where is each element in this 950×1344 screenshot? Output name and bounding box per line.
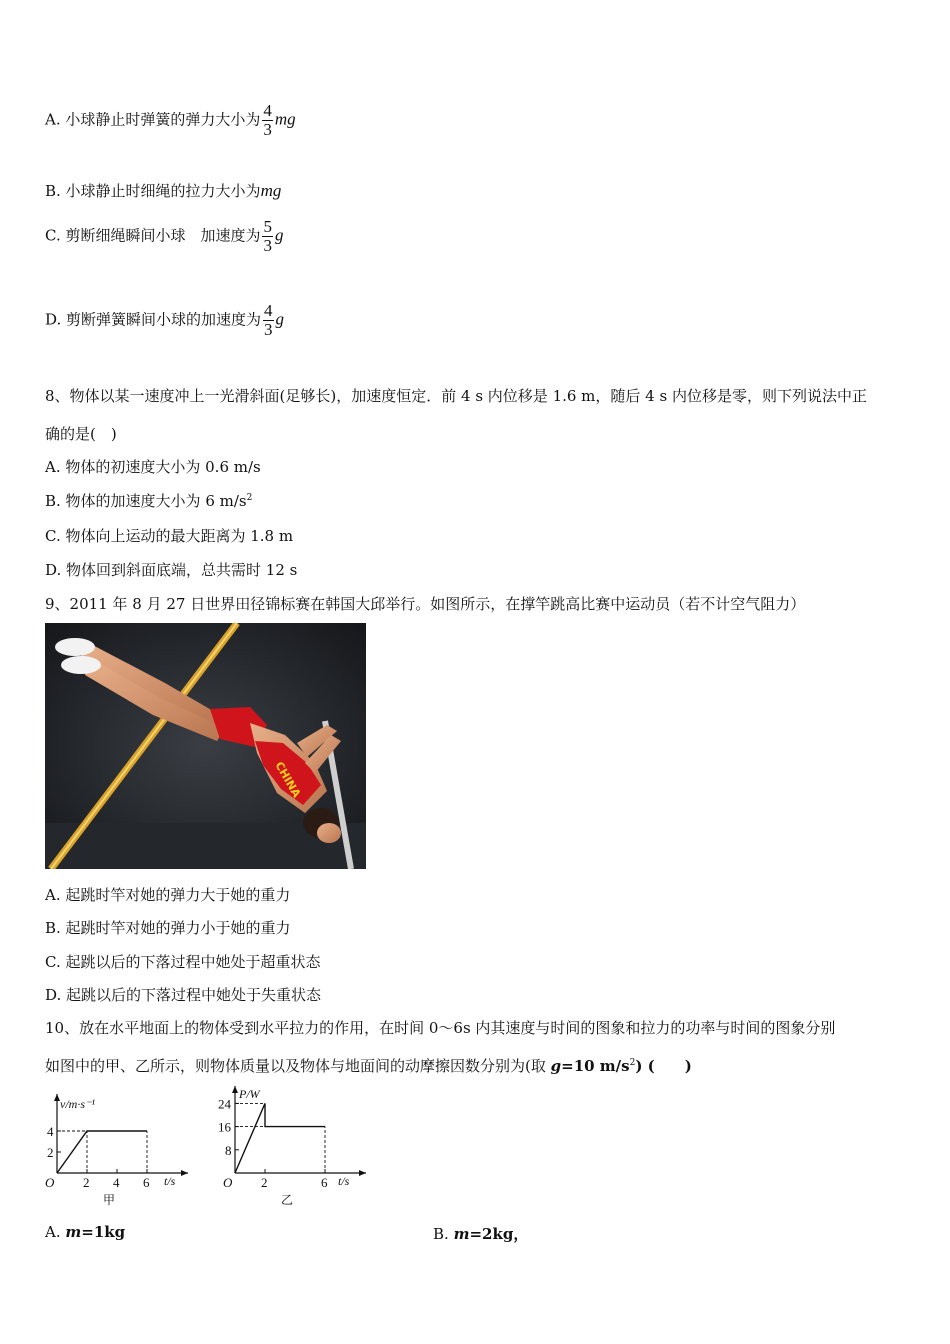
symbol-m: m bbox=[453, 1225, 470, 1243]
q9-option-b: B. 起跳时竿对她的弹力小于她的重力 bbox=[45, 919, 291, 937]
option-text: D. 剪断弹簧瞬间小球的加速度为 bbox=[45, 310, 262, 329]
y-tick-label: 2 bbox=[47, 1145, 54, 1160]
graph-caption: 乙 bbox=[281, 1193, 294, 1207]
power-time-graph bbox=[210, 1080, 380, 1210]
x-axis-label: t/s bbox=[164, 1174, 176, 1188]
data-line bbox=[57, 1131, 147, 1173]
q10-stem-line2 bbox=[45, 1055, 692, 1076]
option-text: C. 剪断细绳瞬间小球 加速度为 bbox=[45, 226, 261, 245]
denominator: 3 bbox=[263, 120, 272, 139]
q9-stem: 9、2011 年 8 月 27 日世界田径锦标赛在韩国大邱举行。如图所示，在撑竿跳高比赛中运动员（若不计空气阻力） bbox=[45, 595, 806, 613]
x-tick-label: 4 bbox=[113, 1175, 120, 1190]
option-text: B. 物体的加速度大小为 6 m/s bbox=[45, 492, 247, 510]
stem-text: =10 m/s bbox=[561, 1057, 630, 1075]
x-tick-label: 6 bbox=[321, 1175, 328, 1190]
option-label: A. bbox=[45, 1223, 66, 1241]
unit: mg bbox=[260, 181, 282, 200]
y-tick-label: 8 bbox=[225, 1142, 232, 1158]
q8-stem-line1: 8、物体以某一速度冲上一光滑斜面(足够长)，加速度恒定．前 4 s 内位移是 1.6 m，随后 4 s 内位移是零，则下列说法中正 bbox=[45, 387, 867, 405]
pole-vault-photo bbox=[45, 623, 366, 869]
q9-option-d: D. 起跳以后的下落过程中她处于失重状态 bbox=[45, 986, 322, 1004]
origin-label: O bbox=[45, 1175, 55, 1190]
x-tick-label: 2 bbox=[83, 1175, 90, 1190]
option-value: =2kg， bbox=[469, 1225, 529, 1243]
y-axis-label: P/W bbox=[239, 1087, 260, 1101]
superscript: 2 bbox=[629, 1058, 636, 1068]
fraction bbox=[262, 218, 273, 255]
q8-stem-line2: 确的是( ) bbox=[45, 425, 117, 443]
y-tick-label: 24 bbox=[218, 1096, 231, 1112]
fraction bbox=[262, 102, 273, 139]
x-axis-arrow bbox=[181, 1170, 188, 1176]
symbol-g: g bbox=[550, 1057, 562, 1075]
unit: mg bbox=[274, 109, 296, 129]
q10-option-a bbox=[45, 1223, 125, 1241]
q10-stem-line1: 10、放在水平地面上的物体受到水平拉力的作用，在时间 0～6s 内其速度与时间的图象和拉力的功率与时间的图象分别 bbox=[45, 1019, 836, 1037]
x-axis-label: t/s bbox=[338, 1174, 350, 1188]
q7-option-c bbox=[45, 218, 283, 255]
option-text: A. 小球静止时弹簧的弹力大小为 bbox=[45, 110, 261, 129]
x-axis-arrow bbox=[359, 1170, 366, 1176]
unit: g bbox=[275, 309, 285, 329]
q8-option-c: C. 物体向上运动的最大距离为 1.8 m bbox=[45, 527, 294, 545]
stem-text: 如图中的甲、乙所示，则物体质量以及物体与地面间的动摩擦因数分别为(取 bbox=[45, 1057, 551, 1075]
q9-option-c: C. 起跳以后的下落过程中她处于超重状态 bbox=[45, 953, 321, 971]
fraction bbox=[263, 302, 274, 339]
data-line bbox=[235, 1103, 325, 1173]
stem-text: ) ( ) bbox=[635, 1057, 692, 1075]
y-tick-label: 4 bbox=[47, 1124, 54, 1139]
y-tick-label: 16 bbox=[218, 1119, 231, 1135]
option-value: =1kg bbox=[81, 1223, 126, 1241]
x-tick-label: 6 bbox=[143, 1175, 150, 1190]
q7-option-a bbox=[45, 102, 296, 139]
denominator: 3 bbox=[264, 320, 273, 339]
q8-option-d: D. 物体回到斜面底端，总共需时 12 s bbox=[45, 561, 298, 579]
denominator: 3 bbox=[263, 236, 272, 255]
q7-option-d bbox=[45, 302, 284, 339]
graph-caption: 甲 bbox=[103, 1193, 116, 1207]
q7-option-b bbox=[45, 180, 281, 201]
numerator: 5 bbox=[263, 217, 272, 236]
unit: g bbox=[274, 225, 284, 245]
q8-option-a: A. 物体的初速度大小为 0.6 m/s bbox=[45, 458, 261, 476]
symbol-m: m bbox=[65, 1223, 82, 1241]
q10-option-b bbox=[433, 1223, 528, 1244]
q8-option-b bbox=[45, 490, 252, 511]
option-label: B. bbox=[433, 1225, 454, 1243]
q9-option-a: A. 起跳时竿对她的弹力大于她的重力 bbox=[45, 886, 291, 904]
origin-label: O bbox=[223, 1175, 233, 1190]
y-axis-arrow bbox=[232, 1086, 238, 1093]
velocity-time-graph bbox=[40, 1088, 200, 1210]
numerator: 4 bbox=[264, 301, 273, 320]
x-tick-label: 2 bbox=[261, 1175, 268, 1190]
option-text: B. 小球静止时细绳的拉力大小为 bbox=[45, 182, 261, 200]
superscript: 2 bbox=[246, 493, 253, 503]
y-axis-label: v/m·s⁻¹ bbox=[60, 1097, 95, 1111]
numerator: 4 bbox=[263, 101, 272, 120]
jersey-text: CHINA bbox=[272, 759, 304, 800]
